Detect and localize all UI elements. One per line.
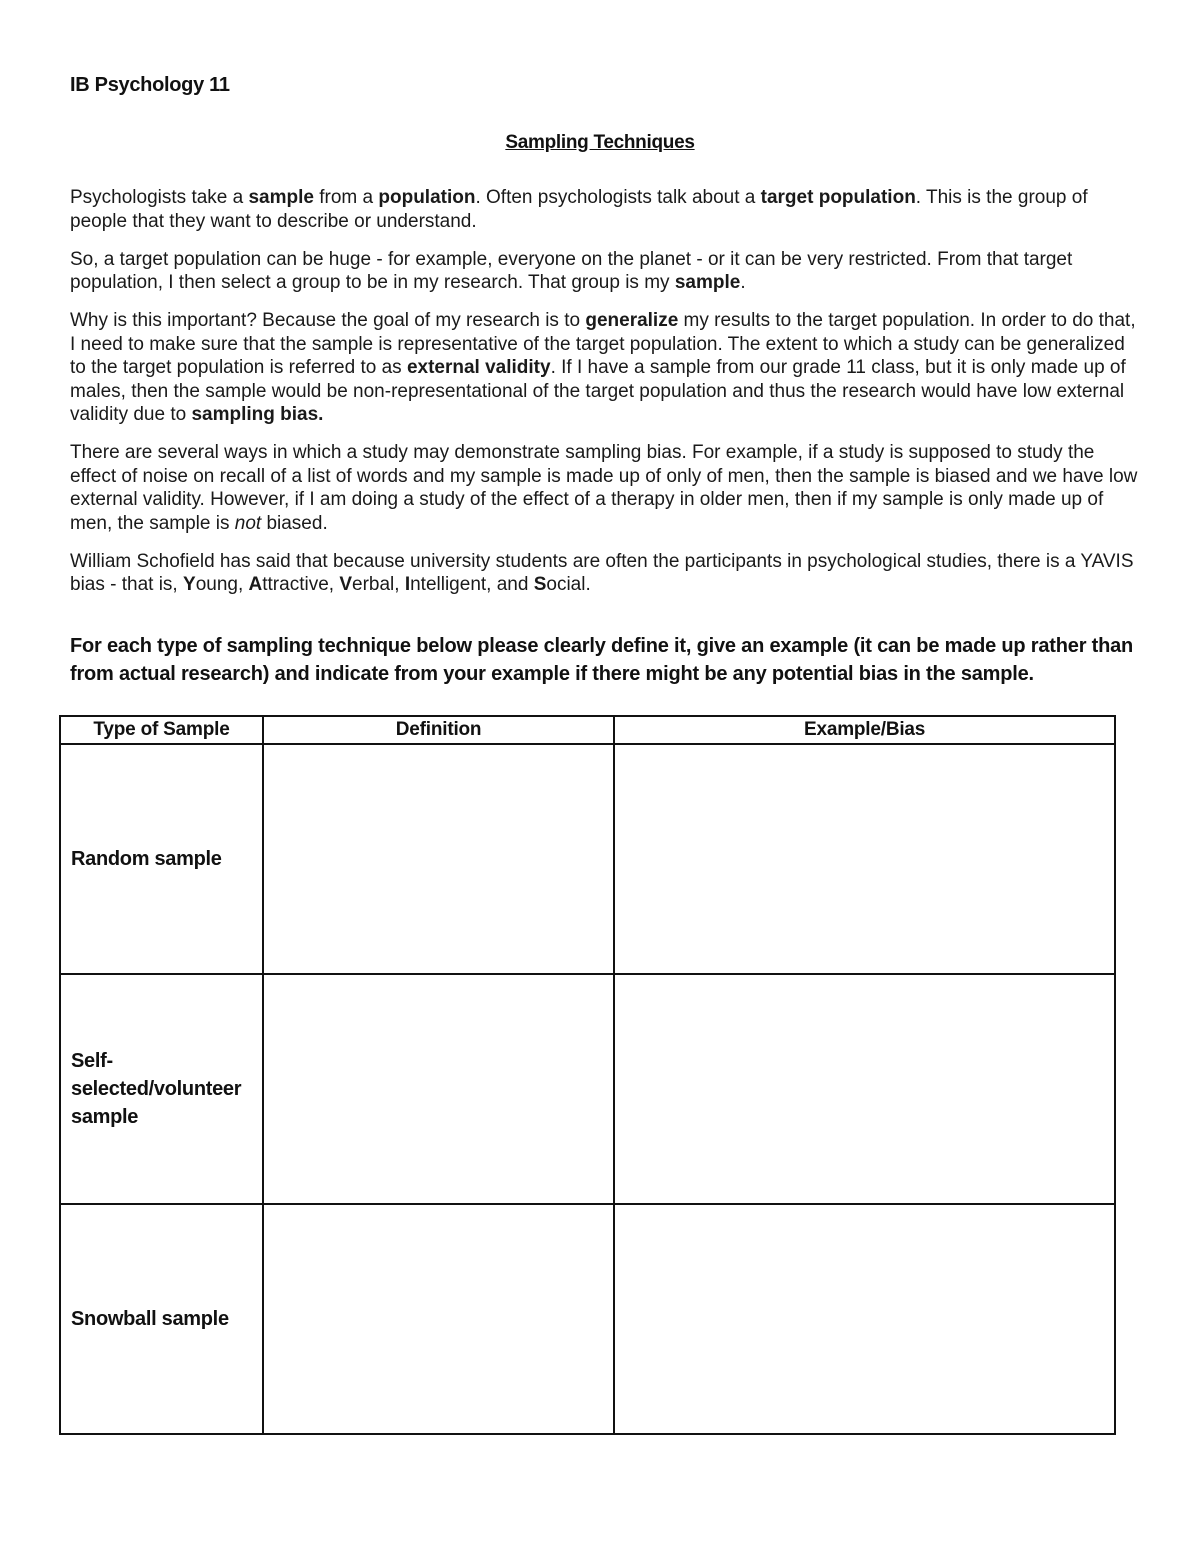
table-header-row [60, 716, 1115, 744]
definition-cell-snowball-sample[interactable] [263, 1204, 614, 1434]
text-run: erbal, [352, 574, 405, 595]
sampling-table [59, 715, 1116, 1435]
text-run: from a [313, 187, 379, 208]
yavis-letter: Y [183, 574, 196, 595]
text-run: So, a target population can be huge - for example, everyone on the planet - or it can be very restricted. From that target population, I then select a group to be in my research. That group is my [70, 248, 1073, 293]
yavis-letter: A [248, 574, 263, 595]
header-type-of-sample: Type of Sample [60, 716, 263, 744]
term-external-validity: external validity [406, 357, 551, 378]
type-cell-snowball-sample: Snowball sample [60, 1204, 263, 1434]
text-run: ttractive, [262, 574, 340, 595]
text-run: ntelligent, and [410, 574, 534, 595]
table-row [60, 744, 1115, 974]
type-cell-random-sample: Random sample [60, 744, 263, 974]
text-run: . Often psychologists talk about a [475, 187, 761, 208]
intro-paragraph-3 [70, 309, 1140, 427]
emphasis-not: not [234, 512, 262, 534]
header-definition: Definition [263, 716, 614, 744]
term-sample: sample [674, 272, 741, 293]
yavis-letter: V [339, 574, 353, 595]
text-run: Why is this important? Because the goal of my research is to [70, 310, 586, 331]
definition-cell-random-sample[interactable] [263, 744, 614, 974]
example-cell-snowball-sample[interactable] [614, 1204, 1115, 1434]
text-run: Psychologists take a [70, 187, 249, 208]
text-run: oung, [195, 574, 249, 595]
text-run: . This is the group of people that they want to describe or understand. [70, 187, 1088, 232]
worksheet-title: Sampling Techniques [505, 132, 695, 153]
table-row [60, 974, 1115, 1204]
instructions: For each type of sampling technique below please clearly define it, give an example (it can be made up rather than from actual research) and indicate from your example if there might be any potential bias in the sample. [70, 635, 1134, 685]
intro-paragraph-1 [70, 186, 1140, 233]
intro-paragraph-4 [70, 441, 1140, 535]
text-run: There are several ways in which a study may demonstrate sampling bias. For example, if a study is supposed to study the effect of noise on recall of a list of words and my sample is made up of only of men, then the sample is biased and we have low external validity. However, if I am doing a study of the effect of a therapy in older men, then if my sample is only made up of men, the sample is [70, 442, 1138, 534]
example-cell-random-sample[interactable] [614, 744, 1115, 974]
yavis-letter: S [533, 574, 547, 595]
intro-text [70, 186, 1140, 611]
table-row [60, 1204, 1115, 1434]
text-run: biased. [261, 512, 328, 534]
text-run: . [740, 272, 746, 293]
term-sample: sample [248, 187, 314, 208]
header-example-bias: Example/Bias [614, 716, 1115, 744]
text-run: my results to the target population. In order to do that, I need to make sure that the sample is representative of the target population. The extent to which a study can be generalized to the target population is referred to as [70, 310, 1136, 378]
term-population: population [378, 187, 476, 208]
term-target-population: target population [760, 187, 916, 208]
term-generalize: generalize [585, 310, 679, 331]
term-sampling-bias: sampling bias. [191, 404, 324, 425]
text-run: ocial. [546, 574, 591, 595]
type-cell-volunteer-sample: Self-selected/volunteer sample [60, 974, 263, 1204]
text-run: . If I have a sample from our grade 11 class, but it is only made up of males, then the sample would be non-representational of the target population and thus the research would have low external validity due to [70, 357, 1126, 425]
text-run: William Schofield has said that because university students are often the participants in psychological studies, there is a YAVIS bias - that is, [70, 550, 1134, 595]
yavis-letter: I [404, 574, 411, 595]
course-title: IB Psychology 11 [70, 74, 230, 96]
example-cell-volunteer-sample[interactable] [614, 974, 1115, 1204]
intro-paragraph-2 [70, 248, 1140, 295]
definition-cell-volunteer-sample[interactable] [263, 974, 614, 1204]
intro-paragraph-5 [70, 550, 1140, 597]
